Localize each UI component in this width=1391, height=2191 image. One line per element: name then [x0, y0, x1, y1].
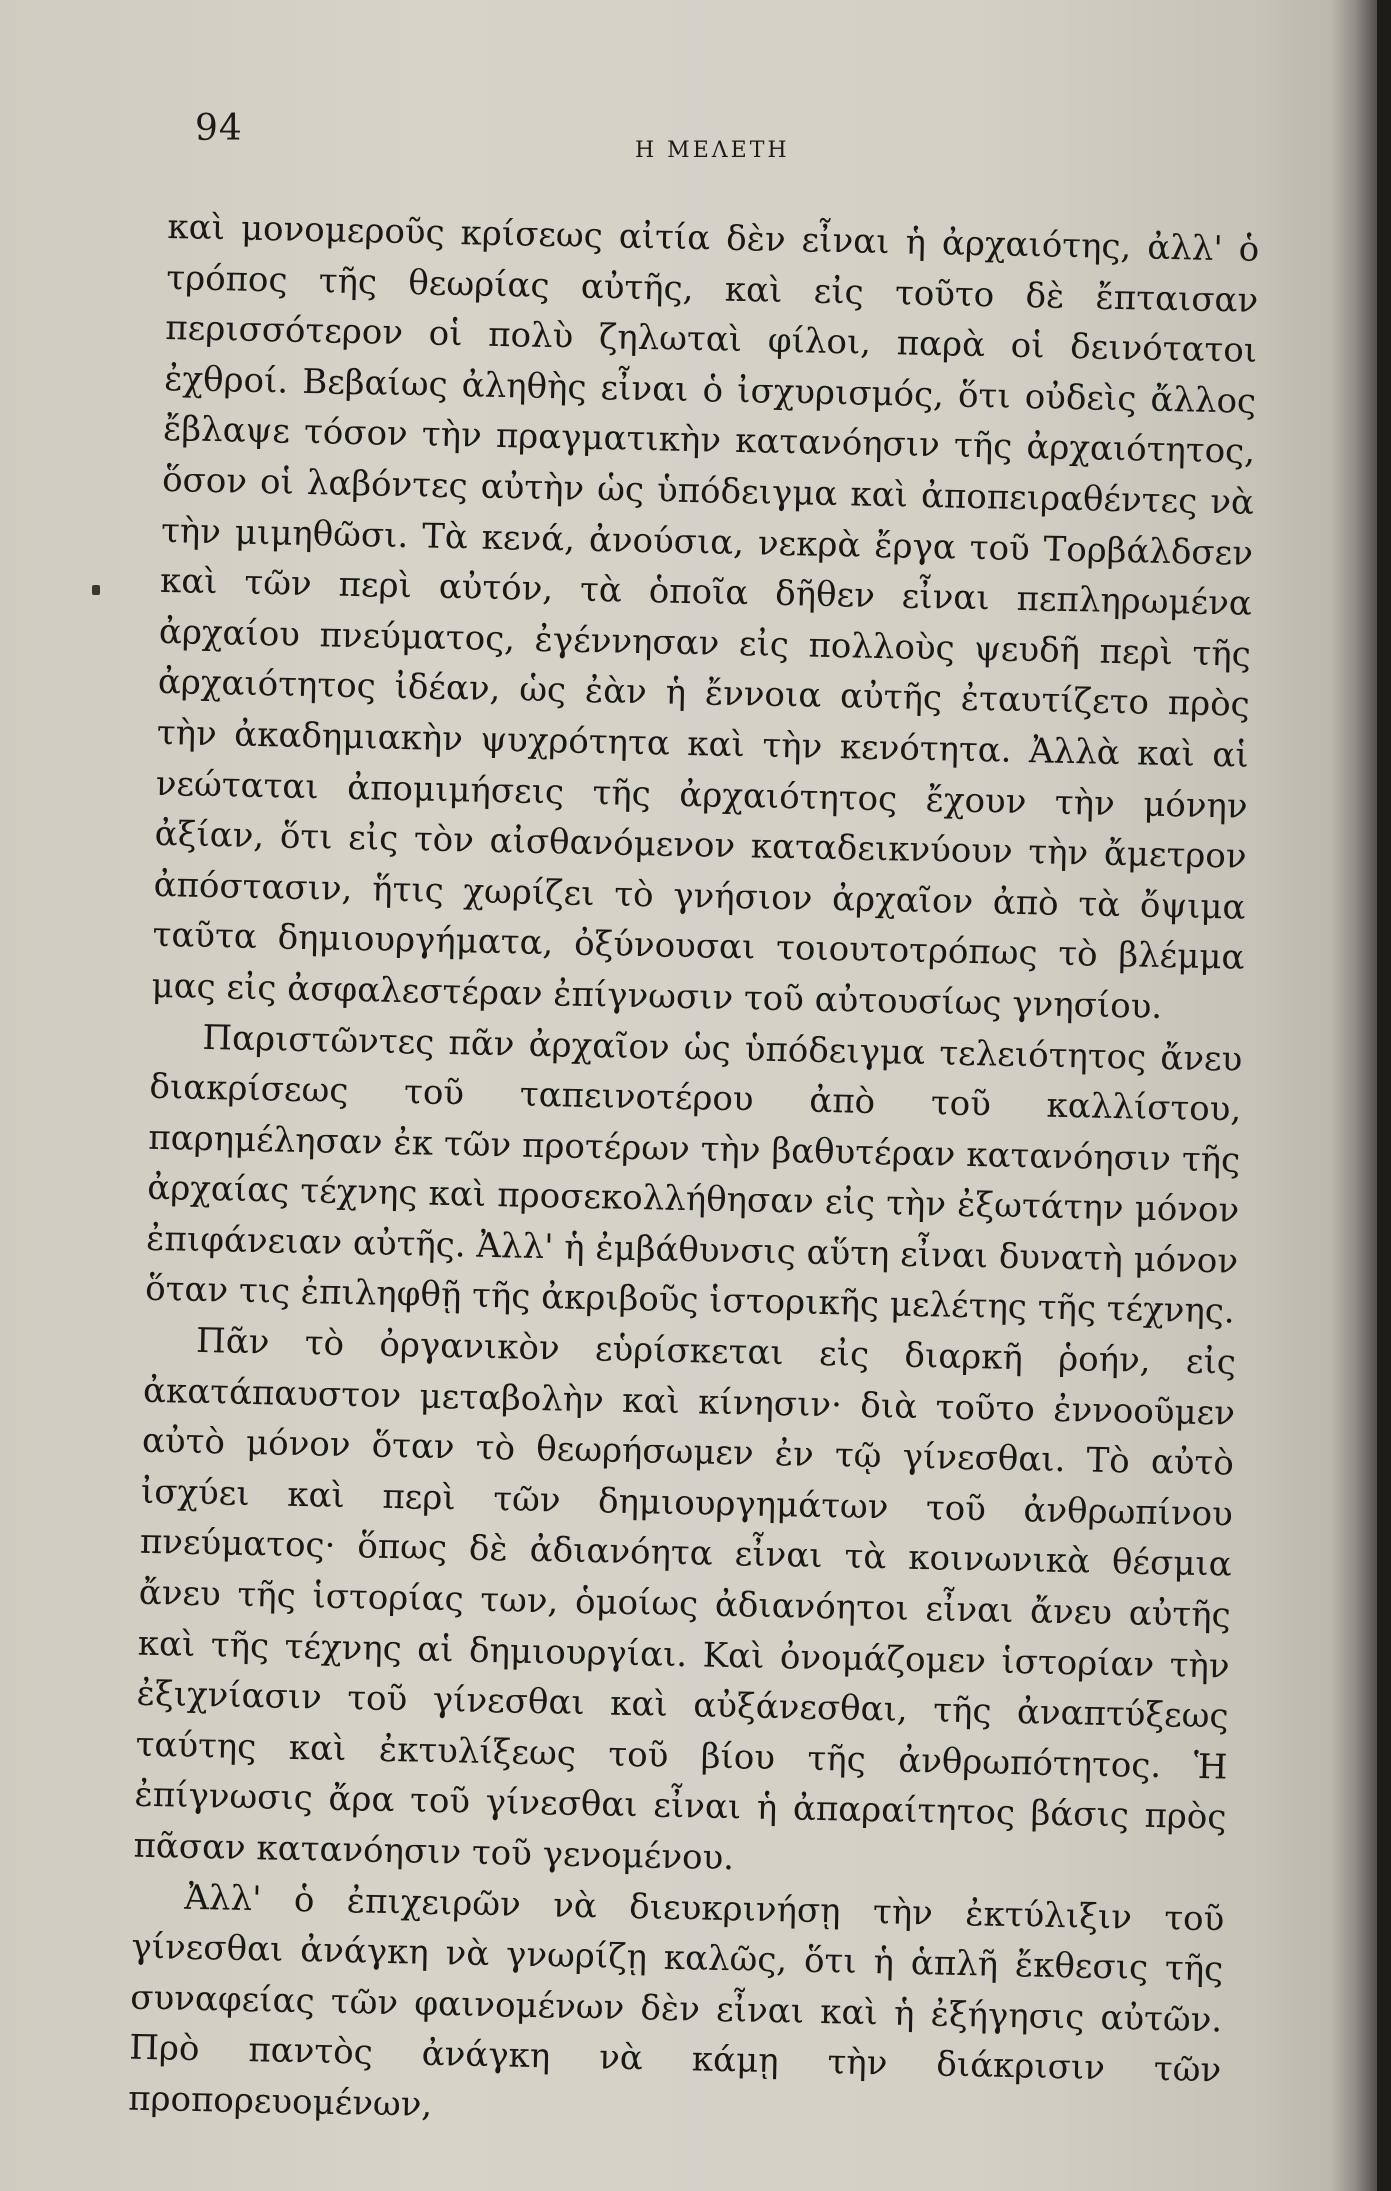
- book-spine: [1377, 0, 1391, 2191]
- margin-mark: [92, 585, 100, 595]
- page-number: 94: [195, 108, 243, 149]
- paragraph-1: καὶ μονομεροῦς κρίσεως αἰτία δὲν εἶναι ἡ ἀρχαιότης, ἀλλ' ὁ τρόπος τῆς θεωρίας αὐτῆς, καὶ εἰς τοῦτο δὲ ἔπταισαν περισσότερον οἱ πολὺ ζηλωταὶ φίλοι, παρὰ οἱ δεινότατοι ἐχθροί. Βεβαίως ἀληθὴς εἶναι ὁ ἰσχυρισμός, ὅτι οὐδεὶς ἄλλος ἔβλαψε τόσον τὴν πραγματικὴν κατανόησιν τῆς ἀρχαιότητος, ὅσον οἱ λαβόντες αὐτὴν ὡς ὑπόδειγμα καὶ ἀποπειραθέντες νὰ τὴν μιμηθῶσι. Τὰ κενά, ἀνούσια, νεκρὰ ἔργα τοῦ Τορβάλδσεν καὶ τῶν περὶ αὐτόν, τὰ ὁποῖα δῆθεν εἶναι πεπληρωμένα ἀρχαίου πνεύματος, ἐγέννησαν εἰς πολλοὺς ψευδῆ περὶ τῆς ἀρχαιότητος ἰδέαν, ὡς ἐὰν ἡ ἔννοια αὐτῆς ἐταυτίζετο πρὸς τὴν ἀκαδημιακὴν ψυχρότητα καὶ τὴν κενότητα. Ἀλλὰ καὶ αἱ νεώταται ἀπομιμήσεις τῆς ἀρχαιότητος ἔχουν τὴν μόνην ἀξίαν, ὅτι εἰς τὸν αἰσθανόμενον καταδεικνύουν τὴν ἄμετρον ἀπόστασιν, ἥτις χωρίζει τὸ γνήσιον ἀρχαῖον ἀπὸ τὰ ὄψιμα ταῦτα δημιουργήματα, ὀξύνουσαι τοιουτοτρόπως τὸ βλέμμα μας εἰς ἀσφαλεστέραν ἐπίγνωσιν τοῦ αὐτουσίως γνησίου.: [151, 206, 1260, 1027]
- paragraph-4: Ἀλλ' ὁ ἐπιχειρῶν νὰ διευκρινήσῃ τὴν ἐκτύλιξιν τοῦ γίνεσθαι ἀνάγκη νὰ γνωρίζῃ καλῶς, ὅτι ἡ ἁπλῆ ἔκθεσις τῆς συναφείας τῶν φαινομένων δὲν εἶναι καὶ ἡ ἐξήγησις αὐτῶν. Πρὸ παντὸς ἀνάγκη νὰ κάμῃ τὴν διάκρισιν τῶν προπορευομένων,: [127, 1877, 1225, 2125]
- running-title: Η ΜΕΛΕΤΗ: [635, 138, 790, 163]
- paragraph-3: Πᾶν τὸ ὀργανικὸν εὑρίσκεται εἰς διαρκῆ ῥοήν, εἰς ἀκατάπαυστον μεταβολὴν καὶ κίνησιν· διὰ τοῦτο ἐννοοῦμεν αὐτὸ μόνον ὅταν τὸ θεωρήσωμεν ἐν τῷ γίνεσθαι. Τὸ αὐτὸ ἰσχύει καὶ περὶ τῶν δημιουργημάτων τοῦ ἀνθρωπίνου πνεύματος· ὅπως δὲ ἀδιανόητα εἶναι τὰ κοινωνικὰ θέσμια ἄνευ τῆς ἱστορίας των, ὁμοίως ἀδιανόητοι εἶναι ἄνευ αὐτῆς καὶ τῆς τέχνης αἱ δημιουργίαι. Καὶ ὀνομάζομεν ἱστορίαν τὴν ἐξιχνίασιν τοῦ γίνεσθαι καὶ αὐξάνεσθαι, τῆς ἀναπτύξεως ταύτης καὶ ἐκτυλίξεως τοῦ βίου τῆς ἀνθρωπότητος. Ἡ ἐπίγνωσις ἄρα τοῦ γίνεσθαι εἶναι ἡ ἀπαραίτητος βάσις πρὸς πᾶσαν κατανόησιν τοῦ γενομένου.: [133, 1320, 1237, 1879]
- body-text: [128, 202, 1260, 2147]
- page-header: [195, 108, 1245, 168]
- paragraph-2: Παριστῶντες πᾶν ἀρχαῖον ὡς ὑπόδειγμα τελειότητος ἄνευ διακρίσεως τοῦ ταπεινοτέρου ἀπὸ τοῦ καλλίστου, παρημέλησαν ἐκ τῶν προτέρων τὴν βαθυτέραν κατανόησιν τῆς ἀρχαίας τέχνης καὶ προσεκολλήθησαν εἰς τὴν ἐξωτάτην μόνον ἐπιφάνειαν αὐτῆς. Ἀλλ' ἡ ἐμβάθυνσις αὕτη εἶναι δυνατὴ μόνον ὅταν τις ἐπιληφθῇ τῆς ἀκριβοῦς ἱστορικῆς μελέτης τῆς τέχνης.: [144, 1017, 1243, 1333]
